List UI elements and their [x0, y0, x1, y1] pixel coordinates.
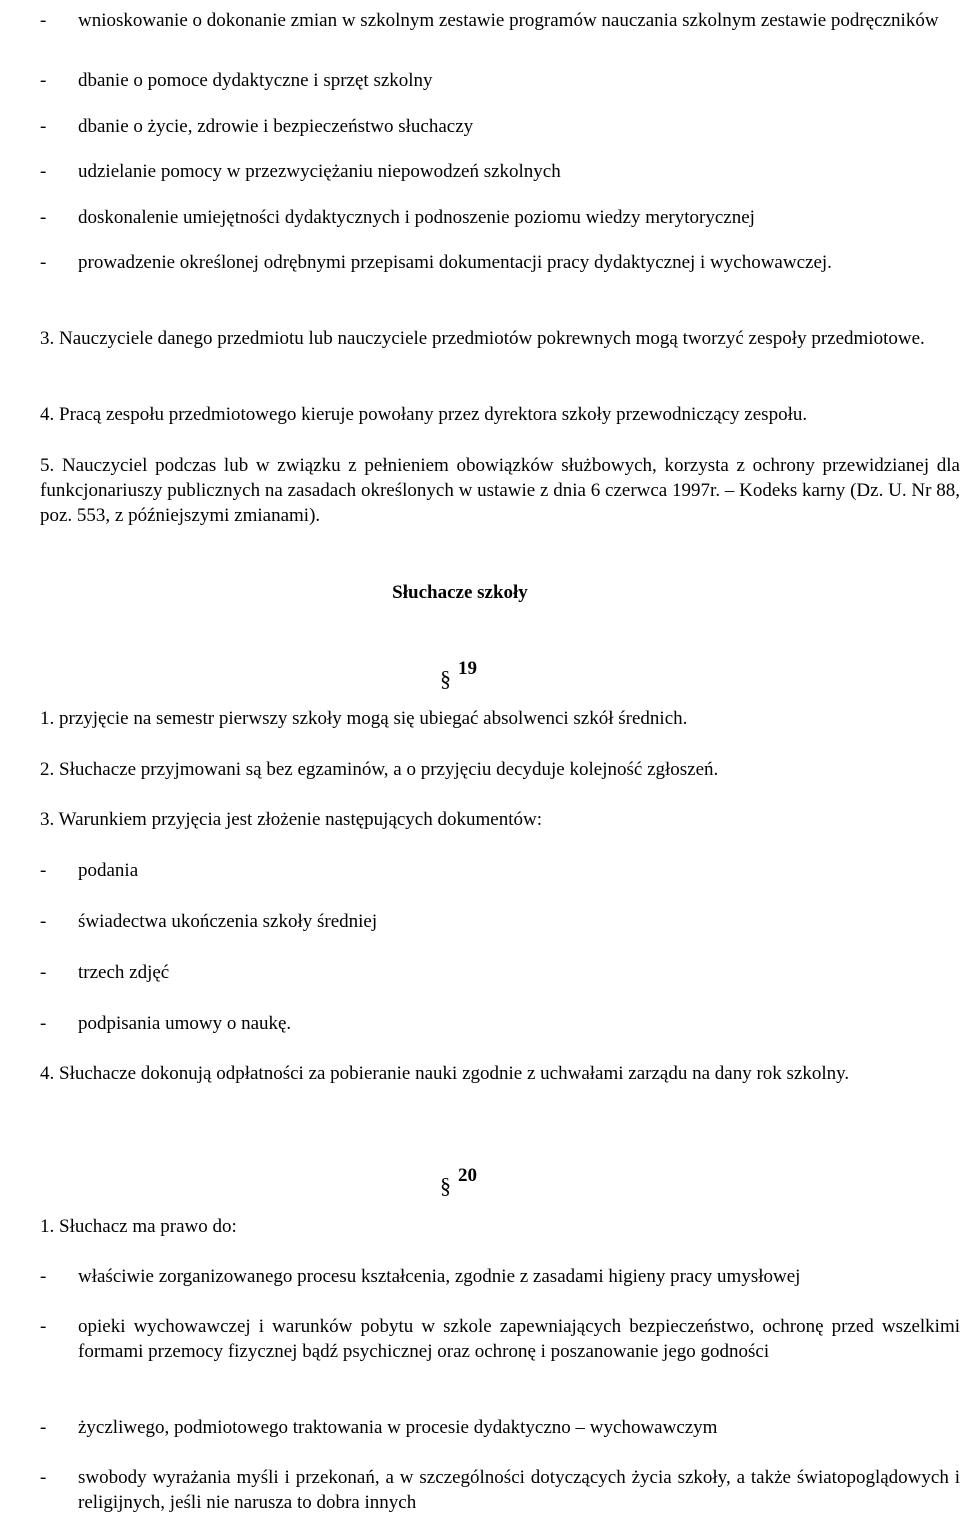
list-item: [40, 909, 960, 934]
list-item: [40, 960, 960, 985]
list-item: [40, 1415, 960, 1440]
list-item: [40, 205, 960, 230]
point-number: 1.: [40, 1216, 55, 1237]
list-item: [40, 1465, 960, 1515]
point-text: Nauczyciel podczas lub w związku z pełnieniem obowiązków służbowych, korzysta z ochrony przewidzianej dla funkcjonariuszy publicznych na zasadach określonych w ustawie z dnia 6 czerwca 1997r. – Kodeks karny (Dz. U. Nr 88, poz. 553, z późniejszymi zmianami).: [40, 455, 960, 526]
numbered-point: [40, 326, 960, 351]
numbered-point: [40, 1214, 960, 1239]
numbered-point: [40, 402, 960, 427]
list-item: [40, 8, 960, 33]
numbered-point: [40, 1061, 960, 1086]
section-heading: Słuchacze szkoły: [392, 582, 528, 603]
list-item-text: podania: [78, 860, 139, 881]
point-number: 1.: [40, 708, 55, 729]
list-dash: -: [40, 207, 47, 228]
paragraph-number: 19: [458, 658, 477, 679]
list-dash: -: [40, 1266, 47, 1287]
list-item-text: dbanie o pomoce dydaktyczne i sprzęt szkolny: [78, 70, 433, 91]
point-text: Słuchacze przyjmowani są bez egzaminów, a o przyjęciu decyduje kolejność zgłoszeń.: [59, 759, 719, 780]
list-dash: -: [40, 70, 47, 91]
point-number: 2.: [40, 759, 55, 780]
list-item-text: udzielanie pomocy w przezwyciężaniu niepowodzeń szkolnych: [78, 161, 561, 182]
point-number: 3.: [40, 328, 55, 349]
list-dash: -: [40, 962, 47, 983]
list-item-text: świadectwa ukończenia szkoły średniej: [78, 911, 378, 932]
list-item-text: swobody wyrażania myśli i przekonań, a w szczególności dotyczących życia szkoły, a także światopoglądowych i religijnych, jeśli nie narusza to dobra innych: [78, 1467, 960, 1513]
list-item-text: trzech zdjęć: [78, 962, 170, 983]
numbered-point: [40, 453, 960, 528]
numbered-point: [40, 757, 960, 782]
point-number: 5.: [40, 455, 55, 476]
list-dash: -: [40, 1316, 47, 1337]
list-item: [40, 858, 960, 883]
list-item: [40, 114, 960, 139]
list-dash: -: [40, 161, 47, 182]
list-item: [40, 1011, 960, 1036]
list-item-text: prowadzenie określonej odrębnymi przepisami dokumentacji pracy dydaktycznej i wychowawczej.: [78, 252, 832, 273]
list-item-text: doskonalenie umiejętności dydaktycznych i podnoszenie poziomu wiedzy merytorycznej: [78, 207, 755, 228]
section-symbol: §: [440, 666, 451, 691]
point-text: Słuchacz ma prawo do:: [59, 1216, 237, 1237]
numbered-point: [40, 807, 960, 832]
list-dash: -: [40, 252, 47, 273]
numbered-point: [40, 706, 960, 731]
list-item-text: właściwie zorganizowanego procesu kształcenia, zgodnie z zasadami higieny pracy umysłowej: [78, 1266, 801, 1287]
point-number: 4.: [40, 1063, 55, 1084]
point-text: Pracą zespołu przedmiotowego kieruje powołany przez dyrektora szkoły przewodniczący zespołu.: [59, 404, 808, 425]
point-text: Nauczyciele danego przedmiotu lub nauczyciele przedmiotów pokrewnych mogą tworzyć zespoły przedmiotowe.: [59, 328, 925, 349]
list-dash: -: [40, 911, 47, 932]
list-dash: -: [40, 860, 47, 881]
point-number: 4.: [40, 404, 55, 425]
point-number: 3.: [40, 809, 55, 830]
list-item-text: dbanie o życie, zdrowie i bezpieczeństwo słuchaczy: [78, 116, 474, 137]
list-item: [40, 1314, 960, 1364]
list-item: [40, 250, 960, 275]
list-dash: -: [40, 1417, 47, 1438]
point-text: przyjęcie na semestr pierwszy szkoły mogą się ubiegać absolwenci szkół średnich.: [59, 708, 688, 729]
list-dash: -: [40, 116, 47, 137]
point-text: Warunkiem przyjęcia jest złożenie następujących dokumentów:: [58, 809, 542, 830]
list-item-text: podpisania umowy o naukę.: [78, 1013, 292, 1034]
list-item: [40, 1264, 960, 1289]
list-dash: -: [40, 10, 47, 31]
list-dash: -: [40, 1467, 47, 1488]
paragraph-number: 20: [458, 1165, 477, 1186]
list-item-text: wnioskowanie o dokonanie zmian w szkolnym zestawie programów nauczania szkolnym zestawie podręczników: [78, 10, 939, 31]
list-item-text: opieki wychowawczej i warunków pobytu w szkole zapewniających bezpieczeństwo, ochronę przed wszelkimi formami przemocy fizycznej bądź psychicznej oraz ochronę i poszanowanie jego godności: [78, 1316, 960, 1362]
list-dash: -: [40, 1013, 47, 1034]
list-item: [40, 159, 960, 184]
list-item-text: życzliwego, podmiotowego traktowania w procesie dydaktyczno – wychowawczym: [78, 1417, 718, 1438]
section-symbol: §: [440, 1173, 451, 1198]
point-text: Słuchacze dokonują odpłatności za pobieranie nauki zgodnie z uchwałami zarządu na dany rok szkolny.: [59, 1063, 850, 1084]
list-item: [40, 68, 960, 93]
